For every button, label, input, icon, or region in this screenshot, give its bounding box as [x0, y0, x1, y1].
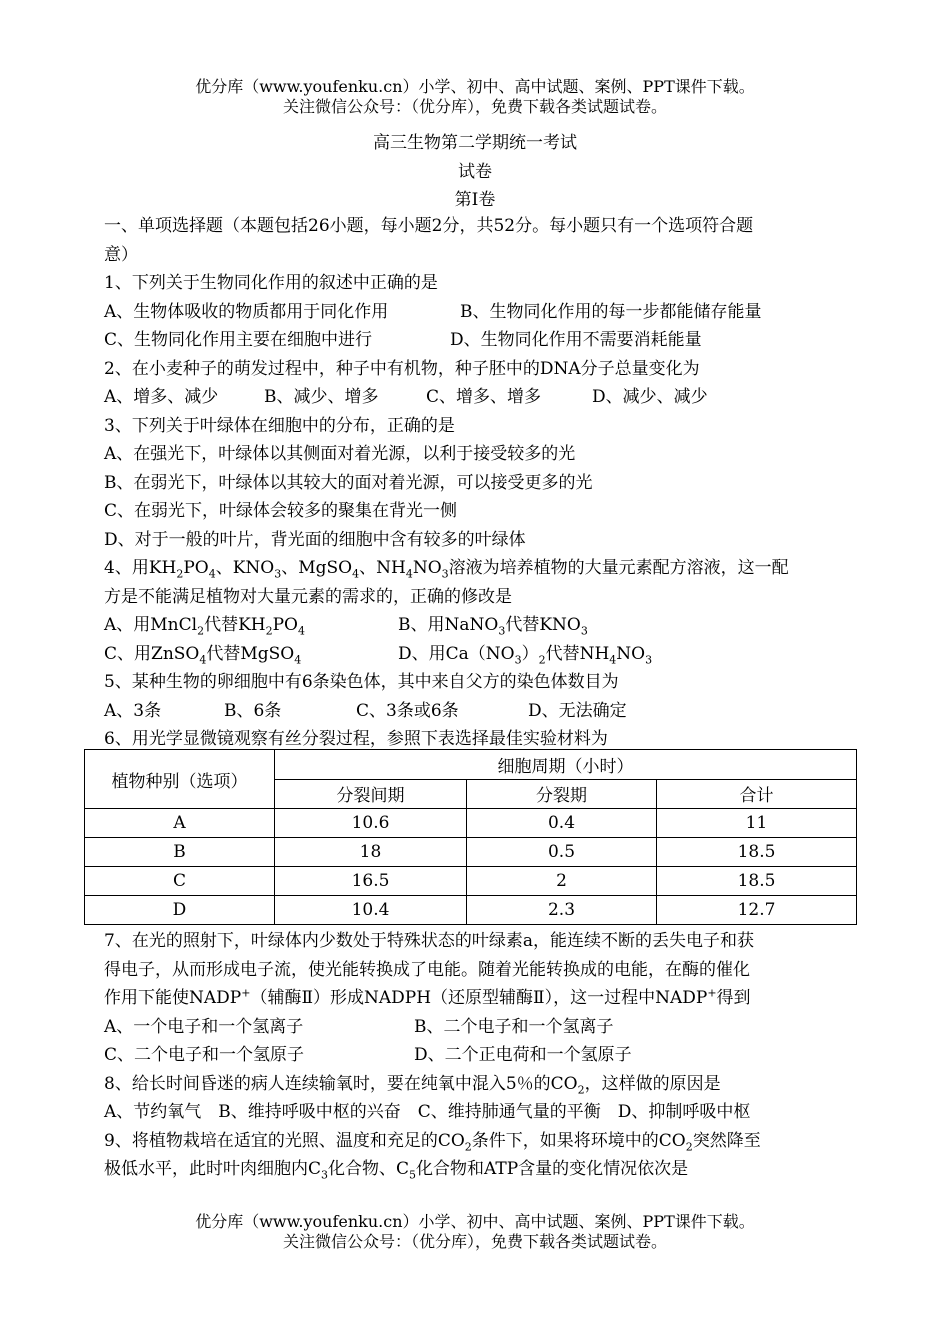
q4-option-b: B、用NaNO$_3$代替$KNO_3$	[398, 615, 588, 638]
q9-stem-line-2: 极低水平，此时叶肉细胞内$C_3$化合物、$C_5$化合物和ATP含量的变化情况依次是	[104, 1159, 689, 1182]
banner-line-1: 优分库（www.youfenku.cn）小学、初中、高中试题、案例、PPT课件下载。	[195, 77, 755, 96]
q7-options-row-2	[104, 1041, 850, 1070]
header-cycle: 细胞周期（小时）	[275, 750, 857, 780]
footer-banner-line-2: 关注微信公众号：（优分库），免费下载各类试题试卷。	[282, 1232, 667, 1251]
q7-option-b: B、二个电子和一个氢离子	[414, 1016, 614, 1037]
q7-stem-line-1: 7、在光的照射下，叶绿体内少数处于特殊状态的叶绿素a，能连续不断的丢失电子和获	[104, 931, 754, 951]
q4-option-d: D、用$Ca(NO_3)_2$代替$NH_4NO_3$	[398, 643, 653, 666]
q2-options	[104, 383, 850, 412]
cell-mitosis: 0.5	[467, 838, 657, 867]
exam-title: 高三生物第二学期统一考试	[373, 133, 577, 153]
q7-stem-line-3: 作用下能使NADP+（辅酶Ⅱ）形成NADPH（还原型辅酶Ⅱ），这一过程中NADP+得到	[104, 986, 751, 1008]
q4-stem-line-2: 方是不能满足植物对大量元素的需求的，正确的修改是	[104, 586, 512, 607]
q3-stem: 3、下列关于叶绿体在细胞中的分布，正确的是	[104, 415, 455, 436]
q1-option-d: D、生物同化作用不需要消耗能量	[450, 330, 702, 350]
cell-total: 12.7	[657, 896, 857, 925]
q4-options-row-1	[104, 611, 850, 640]
header-interphase: 分裂间期	[275, 779, 467, 809]
q5-stem: 5、某种生物的卵细胞中有6条染色体，其中来自父方的染色体数目为	[104, 672, 619, 692]
q2-stem: 2、在小麦种子的萌发过程中，种子中有机物，种子胚中的DNA分子总量变化为	[104, 358, 700, 379]
table-header-row-1	[85, 750, 857, 780]
q8-stem: 8、给长时间昏迷的病人连续输氧时，要在纯氧中混入5％的$CO_2$，这样做的原因是	[104, 1073, 721, 1096]
cell-mitosis: 2.3	[467, 896, 657, 925]
q4-stem-line-1: 4、用$KH_2PO_4$、$KNO_3$、MgSO$_4$、$NH_4NO_3$溶液为培养植物的大量元素配方溶液，这一配	[104, 558, 789, 581]
q7-option-c: C、二个电子和一个氢原子	[104, 1045, 305, 1065]
header-banner	[0, 77, 950, 117]
table-row	[85, 867, 857, 896]
q5-option-a: A、3条	[104, 700, 162, 721]
cell-mitosis: 0.4	[467, 809, 657, 838]
table-row	[85, 809, 857, 838]
header-mitosis: 分裂期	[467, 779, 657, 809]
q7-option-d: D、二个正电荷和一个氢原子	[414, 1045, 632, 1065]
q7-option-a: A、一个电子和一个氢离子	[104, 1016, 304, 1037]
q5-option-b: B、6条	[224, 700, 282, 721]
header-total: 合计	[657, 779, 857, 809]
cell-option: A	[85, 809, 275, 838]
cell-interphase: 18	[275, 838, 467, 867]
q4-option-c: C、用ZnSO$_4$代替MgSO$_4$	[104, 643, 302, 666]
q1-stem: 1、下列关于生物同化作用的叙述中正确的是	[104, 273, 438, 293]
q3-option-b: B、在弱光下，叶绿体以其较大的面对着光源，可以接受更多的光	[104, 472, 593, 493]
questions-part-1	[104, 212, 850, 754]
q1-options-row-2	[104, 326, 850, 355]
cell-option: C	[85, 867, 275, 896]
q1-option-a: A、生物体吸收的物质都用于同化作用	[104, 301, 389, 322]
q8-options: A、节约氧气 B、维持呼吸中枢的兴奋 C、维持肺通气量的平衡 D、抑制呼吸中枢	[104, 1102, 751, 1122]
footer-banner-line-1: 优分库（www.youfenku.cn）小学、初中、高中试题、案例、PPT课件下载。	[195, 1212, 755, 1231]
header-species: 植物种别（选项）	[85, 750, 275, 809]
q1-options-row-1	[104, 298, 850, 327]
questions-part-2	[104, 927, 850, 1184]
q3-option-a: A、在强光下，叶绿体以其侧面对着光源，以利于接受较多的光	[104, 444, 576, 464]
cell-option: D	[85, 896, 275, 925]
cell-total: 18.5	[657, 838, 857, 867]
q1-option-c: C、生物同化作用主要在细胞中进行	[104, 330, 373, 350]
q3-option-d: D、对于一般的叶片，背光面的细胞中含有较多的叶绿体	[104, 529, 526, 550]
q2-option-c: C、增多、增多	[426, 387, 542, 407]
q2-option-b: B、减少、增多	[264, 387, 379, 407]
cell-interphase: 10.6	[275, 809, 467, 838]
q7-options-row-1	[104, 1013, 850, 1042]
section-heading-line-1: 一、单项选择题（本题包括26小题，每小题2分，共52分。每小题只有一个选项符合题	[104, 216, 754, 236]
q3-option-c: C、在弱光下，叶绿体会较多的聚集在背光一侧	[104, 501, 458, 521]
cell-interphase: 16.5	[275, 867, 467, 896]
cell-total: 18.5	[657, 867, 857, 896]
q5-options	[104, 697, 850, 726]
section-heading-line-2: 意）	[104, 244, 138, 265]
q5-option-d: D、无法确定	[528, 700, 627, 721]
cell-option: B	[85, 838, 275, 867]
cell-cycle-table	[84, 749, 857, 925]
cell-mitosis: 2	[467, 867, 657, 896]
table-row	[85, 838, 857, 867]
footer-banner	[0, 1212, 950, 1252]
q4-option-a: A、用MnCl$_2$代替$KH_2PO_4$	[104, 615, 305, 638]
q2-option-a: A、增多、减少	[104, 387, 219, 407]
q1-option-b: B、生物同化作用的每一步都能储存能量	[460, 301, 762, 322]
cell-total: 11	[657, 809, 857, 838]
table-row	[85, 896, 857, 925]
q4-options-row-2	[104, 640, 850, 669]
exam-subtitle: 试卷	[458, 162, 492, 182]
volume-title: 第Ⅰ卷	[454, 190, 496, 210]
q2-option-d: D、减少、减少	[592, 387, 708, 407]
cell-interphase: 10.4	[275, 896, 467, 925]
q5-option-c: C、3条或6条	[356, 700, 459, 721]
q6-stem: 6、用光学显微镜观察有丝分裂过程，参照下表选择最佳实验材料为	[104, 729, 608, 749]
banner-line-2: 关注微信公众号：（优分库），免费下载各类试题试卷。	[282, 97, 667, 116]
q9-stem-line-1: 9、将植物栽培在适宜的光照、温度和充足的$CO_2$条件下，如果将环境中的$CO_2$突然降至	[104, 1130, 761, 1153]
q7-stem-line-2: 得电子，从而形成电子流，使光能转换成了电能。随着光能转换成的电能，在酶的催化	[104, 959, 750, 980]
